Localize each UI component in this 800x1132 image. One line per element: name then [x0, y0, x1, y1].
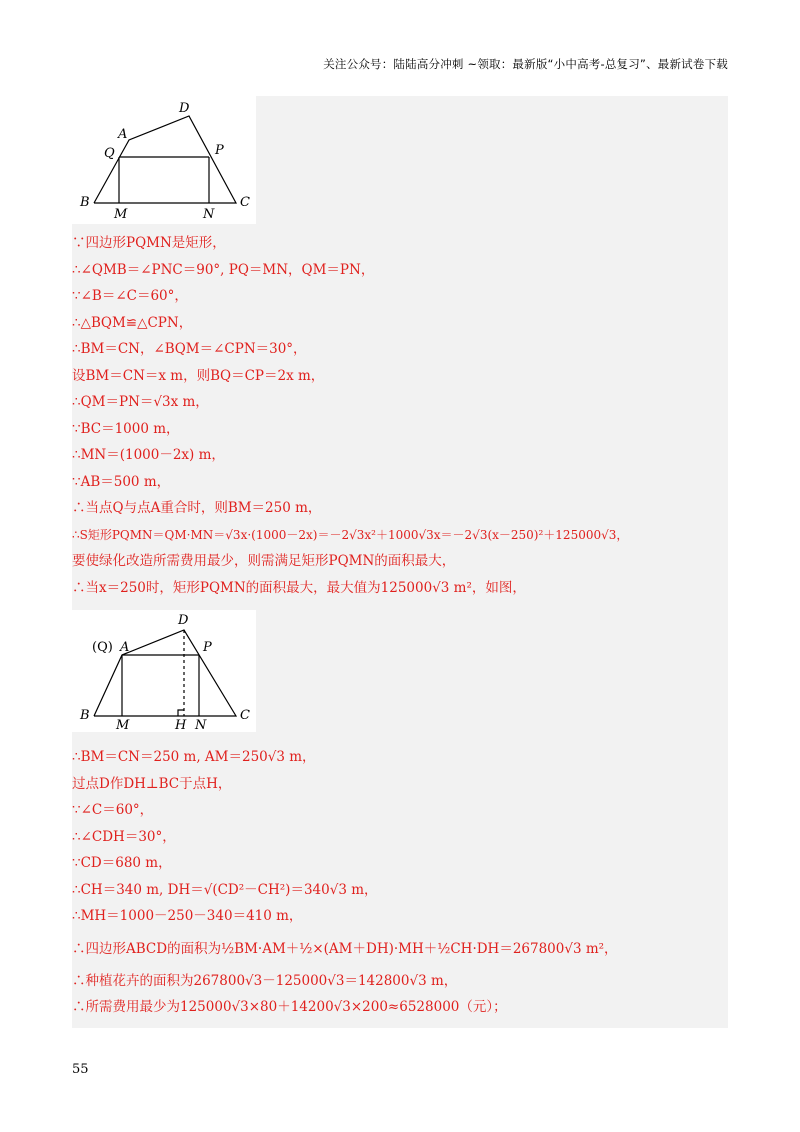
line-b-10: ∴所需费用最少为125000√3×80＋14200√3×200≈6528000（元）；	[72, 999, 507, 1015]
line-a-9: ∴MN＝(1000－2x) m，	[72, 447, 225, 463]
line-a-13: 要使绿化改造所需费用最少，则需满足矩形PQMN的面积最大，	[72, 553, 456, 569]
solution-lines-b	[72, 744, 728, 1021]
fig1-label-A: A	[118, 127, 128, 142]
figure-1-svg	[72, 96, 256, 224]
line-b-4: ∴∠CDH＝30°，	[72, 828, 176, 845]
figure-trapezoid-max-area	[72, 610, 256, 732]
fig2-label-C: C	[240, 708, 250, 723]
fig2-label-H: H	[175, 718, 187, 732]
fig1-label-Q: Q	[104, 146, 115, 161]
line-a-1: ∵四边形PQMN是矩形，	[72, 235, 226, 251]
solution-lines-a	[72, 230, 728, 601]
line-a-11: ∴当点Q与点A重合时，则BM＝250 m，	[72, 500, 322, 516]
fig1-label-N: N	[203, 207, 215, 222]
page-number: 55	[72, 1062, 89, 1077]
line-b-3: ∵∠C＝60°，	[72, 802, 154, 818]
line-b-2: 过点D作DH⊥BC于点H，	[72, 775, 232, 792]
fig2-label-B: B	[80, 708, 90, 723]
fig2-label-M: M	[116, 718, 130, 732]
line-b-5: ∵CD＝680 m，	[72, 855, 172, 871]
page-header: 关注公众号：陆陆高分冲刺 ~领取：最新版“小中高考-总复习”、最新试卷下载	[323, 57, 728, 71]
fig1-label-B: B	[80, 195, 90, 210]
fig1-label-M: M	[114, 207, 128, 222]
solution-content	[72, 96, 728, 1028]
line-b-6: ∴CH＝340 m, DH＝√(CD²－CH²)＝340√3 m，	[72, 881, 378, 898]
fig2-label-N: N	[195, 718, 207, 732]
line-a-10: ∵AB＝500 m，	[72, 473, 171, 490]
fig2-label-D: D	[178, 613, 189, 628]
fig2-label-A: A	[120, 640, 130, 655]
line-a-7: ∴QM＝PN＝√3x m，	[72, 394, 209, 410]
line-a-14: ∴当x＝250时，矩形PQMN的面积最大，最大值为125000√3 m²，如图，	[72, 579, 526, 596]
line-a-6: 设BM＝CN＝x m，则BQ＝CP＝2x m，	[72, 367, 325, 384]
fig1-label-C: C	[240, 195, 250, 210]
figure-2-svg	[72, 610, 256, 732]
line-a-5: ∴BM＝CN，∠BQM＝∠CPN＝30°，	[72, 341, 307, 357]
fig1-label-D: D	[179, 101, 190, 116]
line-b-1: ∴BM＝CN＝250 m, AM＝250√3 m，	[72, 749, 316, 765]
fig1-label-P: P	[215, 143, 224, 158]
fig2-label-Q: (Q)	[92, 640, 113, 655]
line-a-2: ∴∠QMB＝∠PNC＝90°, PQ＝MN，QM＝PN，	[72, 261, 375, 278]
fig2-label-P: P	[203, 640, 212, 655]
line-a-12: ∴S矩形PQMN＝QM·MN＝√3x·(1000－2x)＝－2√3x²＋1000√3x＝－2√3(x－250)²＋125000√3，	[72, 527, 629, 542]
line-b-8: ∴四边形ABCD的面积为½BM·AM＋½×(AM＋DH)·MH＋½CH·DH＝267800√3 m²，	[72, 940, 618, 957]
line-b-9: ∴种植花卉的面积为267800√3－125000√3＝142800√3 m，	[72, 972, 458, 989]
line-a-4: ∴△BQM≌△CPN，	[72, 314, 193, 331]
line-b-7: ∴MH＝1000－250－340＝410 m，	[72, 908, 303, 924]
figure-trapezoid-rectangle	[72, 96, 256, 224]
line-a-3: ∵∠B＝∠C＝60°，	[72, 288, 188, 304]
line-a-8: ∵BC＝1000 m，	[72, 420, 180, 437]
